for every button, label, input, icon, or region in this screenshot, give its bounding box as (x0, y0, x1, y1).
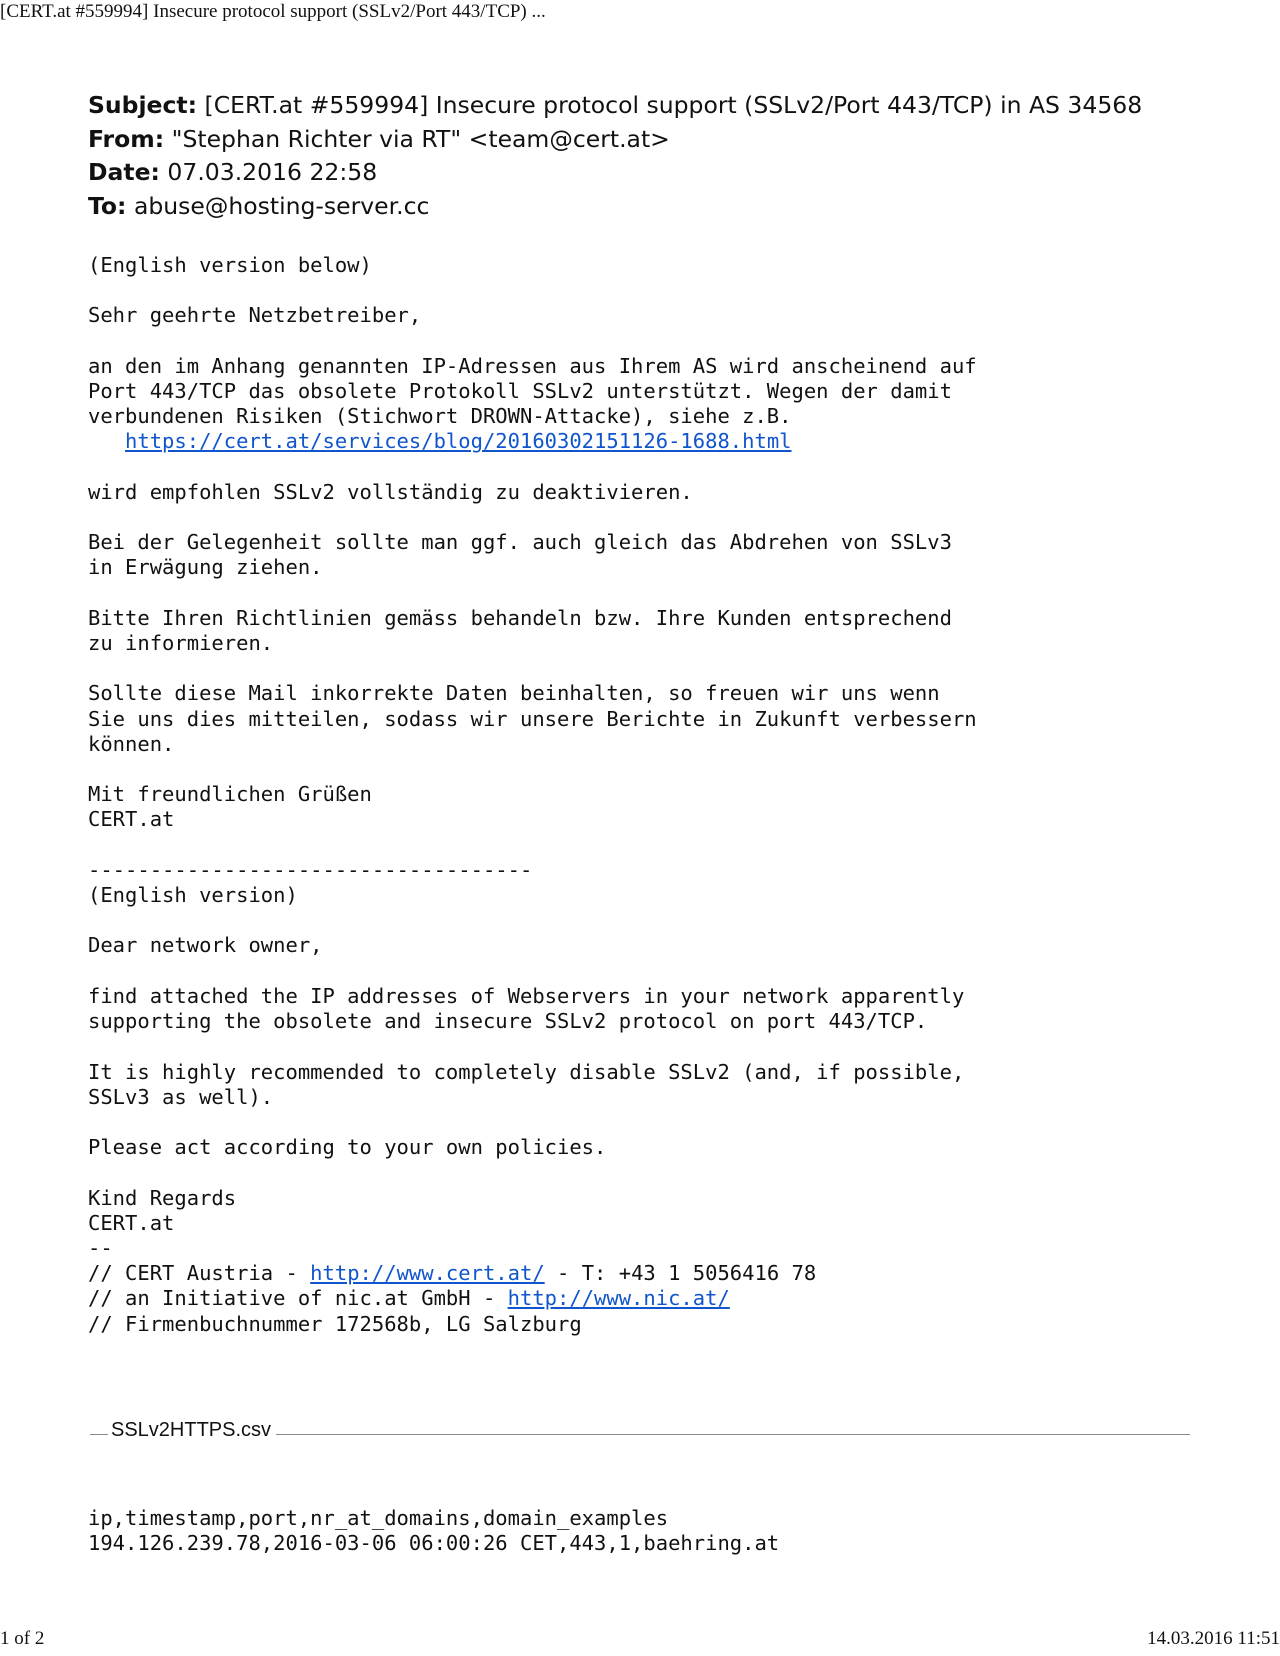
from-row (88, 123, 1142, 157)
date-row (88, 156, 1142, 190)
page-header-title: [CERT.at #559994] Insecure protocol support (SSLv2/Port 443/TCP) ... (0, 1, 546, 22)
link-indent (88, 429, 125, 453)
body-text-main: wird empfohlen SSLv2 vollständig zu deaktivieren. Bei der Gelegenheit sollte man ggf. auch gleich das Abdrehen von SSLv3 in Erwägung ziehen. Bitte Ihren Richtlinien gemäss behandeln bzw. Ihre Kunden entsprechend zu informieren. Sollte diese Mail inkorrekte Daten beinhalten, so freuen wir uns wenn Sie uns dies mitteilen, sodass wir unsere Berichte in Zukunft verbessern können. Mit freundlichen Grüßen CERT.at ------------------------------------ (English version) Dear network owner, find attached the IP addresses of Webservers in your network apparently supporting the obsolete and insecure SSLv2 protocol on port 443/TCP. It is highly recommended to completely disable SSLv2 (and, if possible, SSLv3 as well). Please act according to your own policies. Kind Regards CERT.at -- (88, 479, 977, 1260)
to-label: To: (88, 191, 127, 220)
signature-line-2-text: // an Initiative of nic.at GmbH - (88, 1286, 508, 1311)
to-value: abuse@hosting-server.cc (133, 191, 430, 220)
csv-header-row: ip,timestamp,port,nr_at_domains,domain_examples (88, 1506, 669, 1530)
subject-row (88, 89, 1142, 123)
date-label: Date: (88, 158, 160, 186)
signature-line-1-text: // CERT Austria - (88, 1261, 311, 1286)
page-indicator: 1 of 2 (0, 1628, 45, 1649)
cert-website-link[interactable]: http://www.cert.at/ (310, 1261, 545, 1286)
from-label: From: (88, 124, 165, 153)
signature-phone: - T: +43 1 5056416 78 (557, 1261, 817, 1286)
separator-line-left (90, 1434, 108, 1435)
body-text-german: (English version below) Sehr geehrte Netzbetreiber, an den im Anhang genannten IP-Adressen aus Ihrem AS wird anscheinend auf Port 443/TCP das obsolete Protokoll SSLv2 unterstützt. Wegen der damit verbundenen Risiken (Stichwort DROWN-Attacke), siehe z.B. (88, 253, 977, 429)
print-timestamp: 14.03.2016 11:51 (1147, 1628, 1280, 1649)
csv-data-row: 194.126.239.78,2016-03-06 06:00:26 CET,443,1,baehring.at (88, 1531, 780, 1556)
blog-link[interactable]: https://cert.at/services/blog/20160302151126-1688.html (125, 429, 792, 454)
separator-line-right (276, 1434, 1190, 1435)
signature-line-3: // Firmenbuchnummer 172568b, LG Salzburg (88, 1311, 582, 1336)
subject-value: [CERT.at #559994] Insecure protocol support (SSLv2/Port 443/TCP) in AS 34568 (204, 91, 1143, 119)
attachment-filename[interactable]: SSLv2HTTPS.csv (111, 1419, 272, 1441)
nic-website-link[interactable]: http://www.nic.at/ (507, 1286, 730, 1311)
to-row (88, 190, 1142, 224)
attachment-content (88, 1506, 779, 1556)
from-value: "Stephan Richter via RT" <team@cert.at> (171, 124, 670, 153)
email-headers (88, 89, 1142, 223)
date-value: 07.03.2016 22:58 (167, 158, 378, 186)
email-body (88, 253, 977, 1337)
attachment-separator (90, 1419, 1190, 1449)
subject-label: Subject: (88, 91, 198, 119)
